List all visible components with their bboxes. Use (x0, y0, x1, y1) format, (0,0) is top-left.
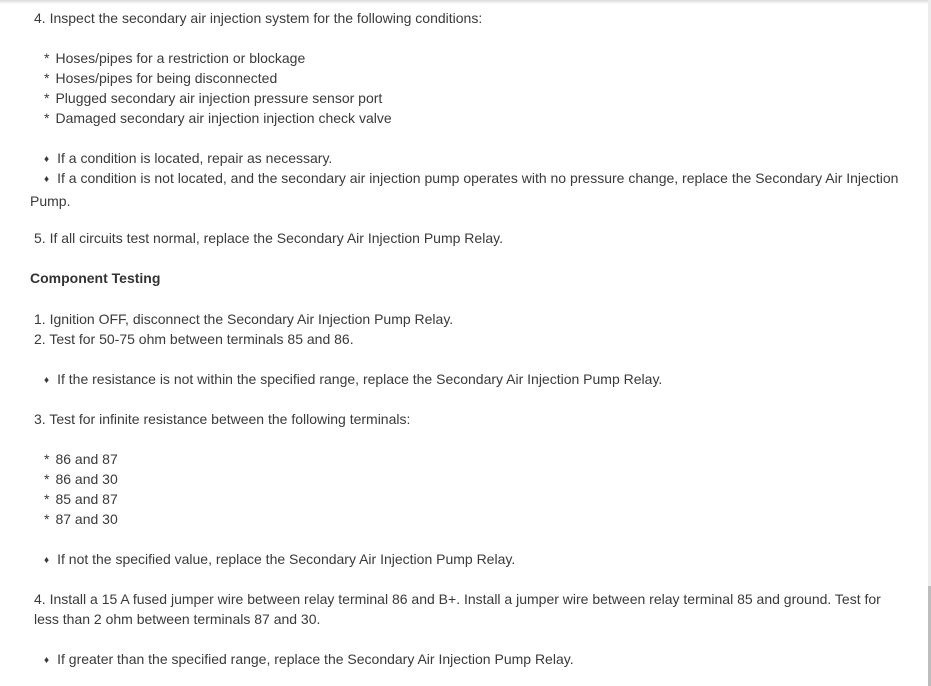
comp-step-2-action: ♦ If the resistance is not within the specified range, replace the Secondary Air Injection Pump Relay. (44, 371, 663, 387)
comp-step-2: 2. Test for 50-75 ohm between terminals 85 and 86. (34, 331, 354, 347)
terminal-pair: * 86 and 30 (44, 471, 118, 487)
bullet-star-icon: * (44, 451, 50, 467)
comp-step-4: 4. Install a 15 A fused jumper wire between relay terminal 86 and B+. Install a jumper wire between relay terminal 85 and ground. Test for less than 2 ohm between terminals 87 and 30. (34, 591, 881, 627)
inspect-item: * Hoses/pipes for being disconnected (44, 70, 278, 86)
comp-step-3: 3. Test for infinite resistance between the following terminals: (34, 411, 411, 427)
bullet-star-icon: * (44, 471, 50, 487)
top-shadow (0, 0, 931, 4)
bullet-diamond-icon: ♦ (44, 375, 50, 386)
inspect-item: * Plugged secondary air injection pressure sensor port (44, 90, 383, 106)
bullet-diamond-icon: ♦ (44, 555, 50, 566)
bullet-star-icon: * (44, 50, 50, 66)
bullet-diamond-icon: ♦ (44, 655, 50, 666)
inspect-action: ♦ If a condition is not located, and the secondary air injection pump operates with no pressure change, replace the Secondary Air Injection Pump. (30, 170, 899, 209)
comp-step-1: 1. Ignition OFF, disconnect the Secondary Air Injection Pump Relay. (34, 311, 454, 327)
inspect-action: ♦ If a condition is located, repair as necessary. (44, 150, 333, 166)
bullet-star-icon: * (44, 70, 50, 86)
bullet-diamond-icon: ♦ (44, 174, 50, 185)
section-heading: Component Testing (30, 270, 161, 286)
bullet-star-icon: * (44, 90, 50, 106)
comp-step-4-action: ♦ If greater than the specified range, replace the Secondary Air Injection Pump Relay. (44, 651, 574, 667)
inspect-item: * Damaged secondary air injection injection check valve (44, 110, 392, 126)
terminal-pair: * 86 and 87 (44, 451, 118, 467)
step-5: 5. If all circuits test normal, replace the Secondary Air Injection Pump Relay. (34, 230, 503, 246)
inspect-item: * Hoses/pipes for a restriction or blockage (44, 50, 306, 66)
bullet-star-icon: * (44, 511, 50, 527)
bullet-diamond-icon: ♦ (44, 154, 50, 165)
terminal-pair: * 85 and 87 (44, 491, 118, 507)
comp-step-3-action: ♦ If not the specified value, replace the Secondary Air Injection Pump Relay. (44, 551, 516, 567)
step-4-inspect: 4. Inspect the secondary air injection system for the following conditions: (34, 10, 483, 26)
bullet-star-icon: * (44, 491, 50, 507)
bullet-star-icon: * (44, 110, 50, 126)
terminal-pair: * 87 and 30 (44, 511, 118, 527)
